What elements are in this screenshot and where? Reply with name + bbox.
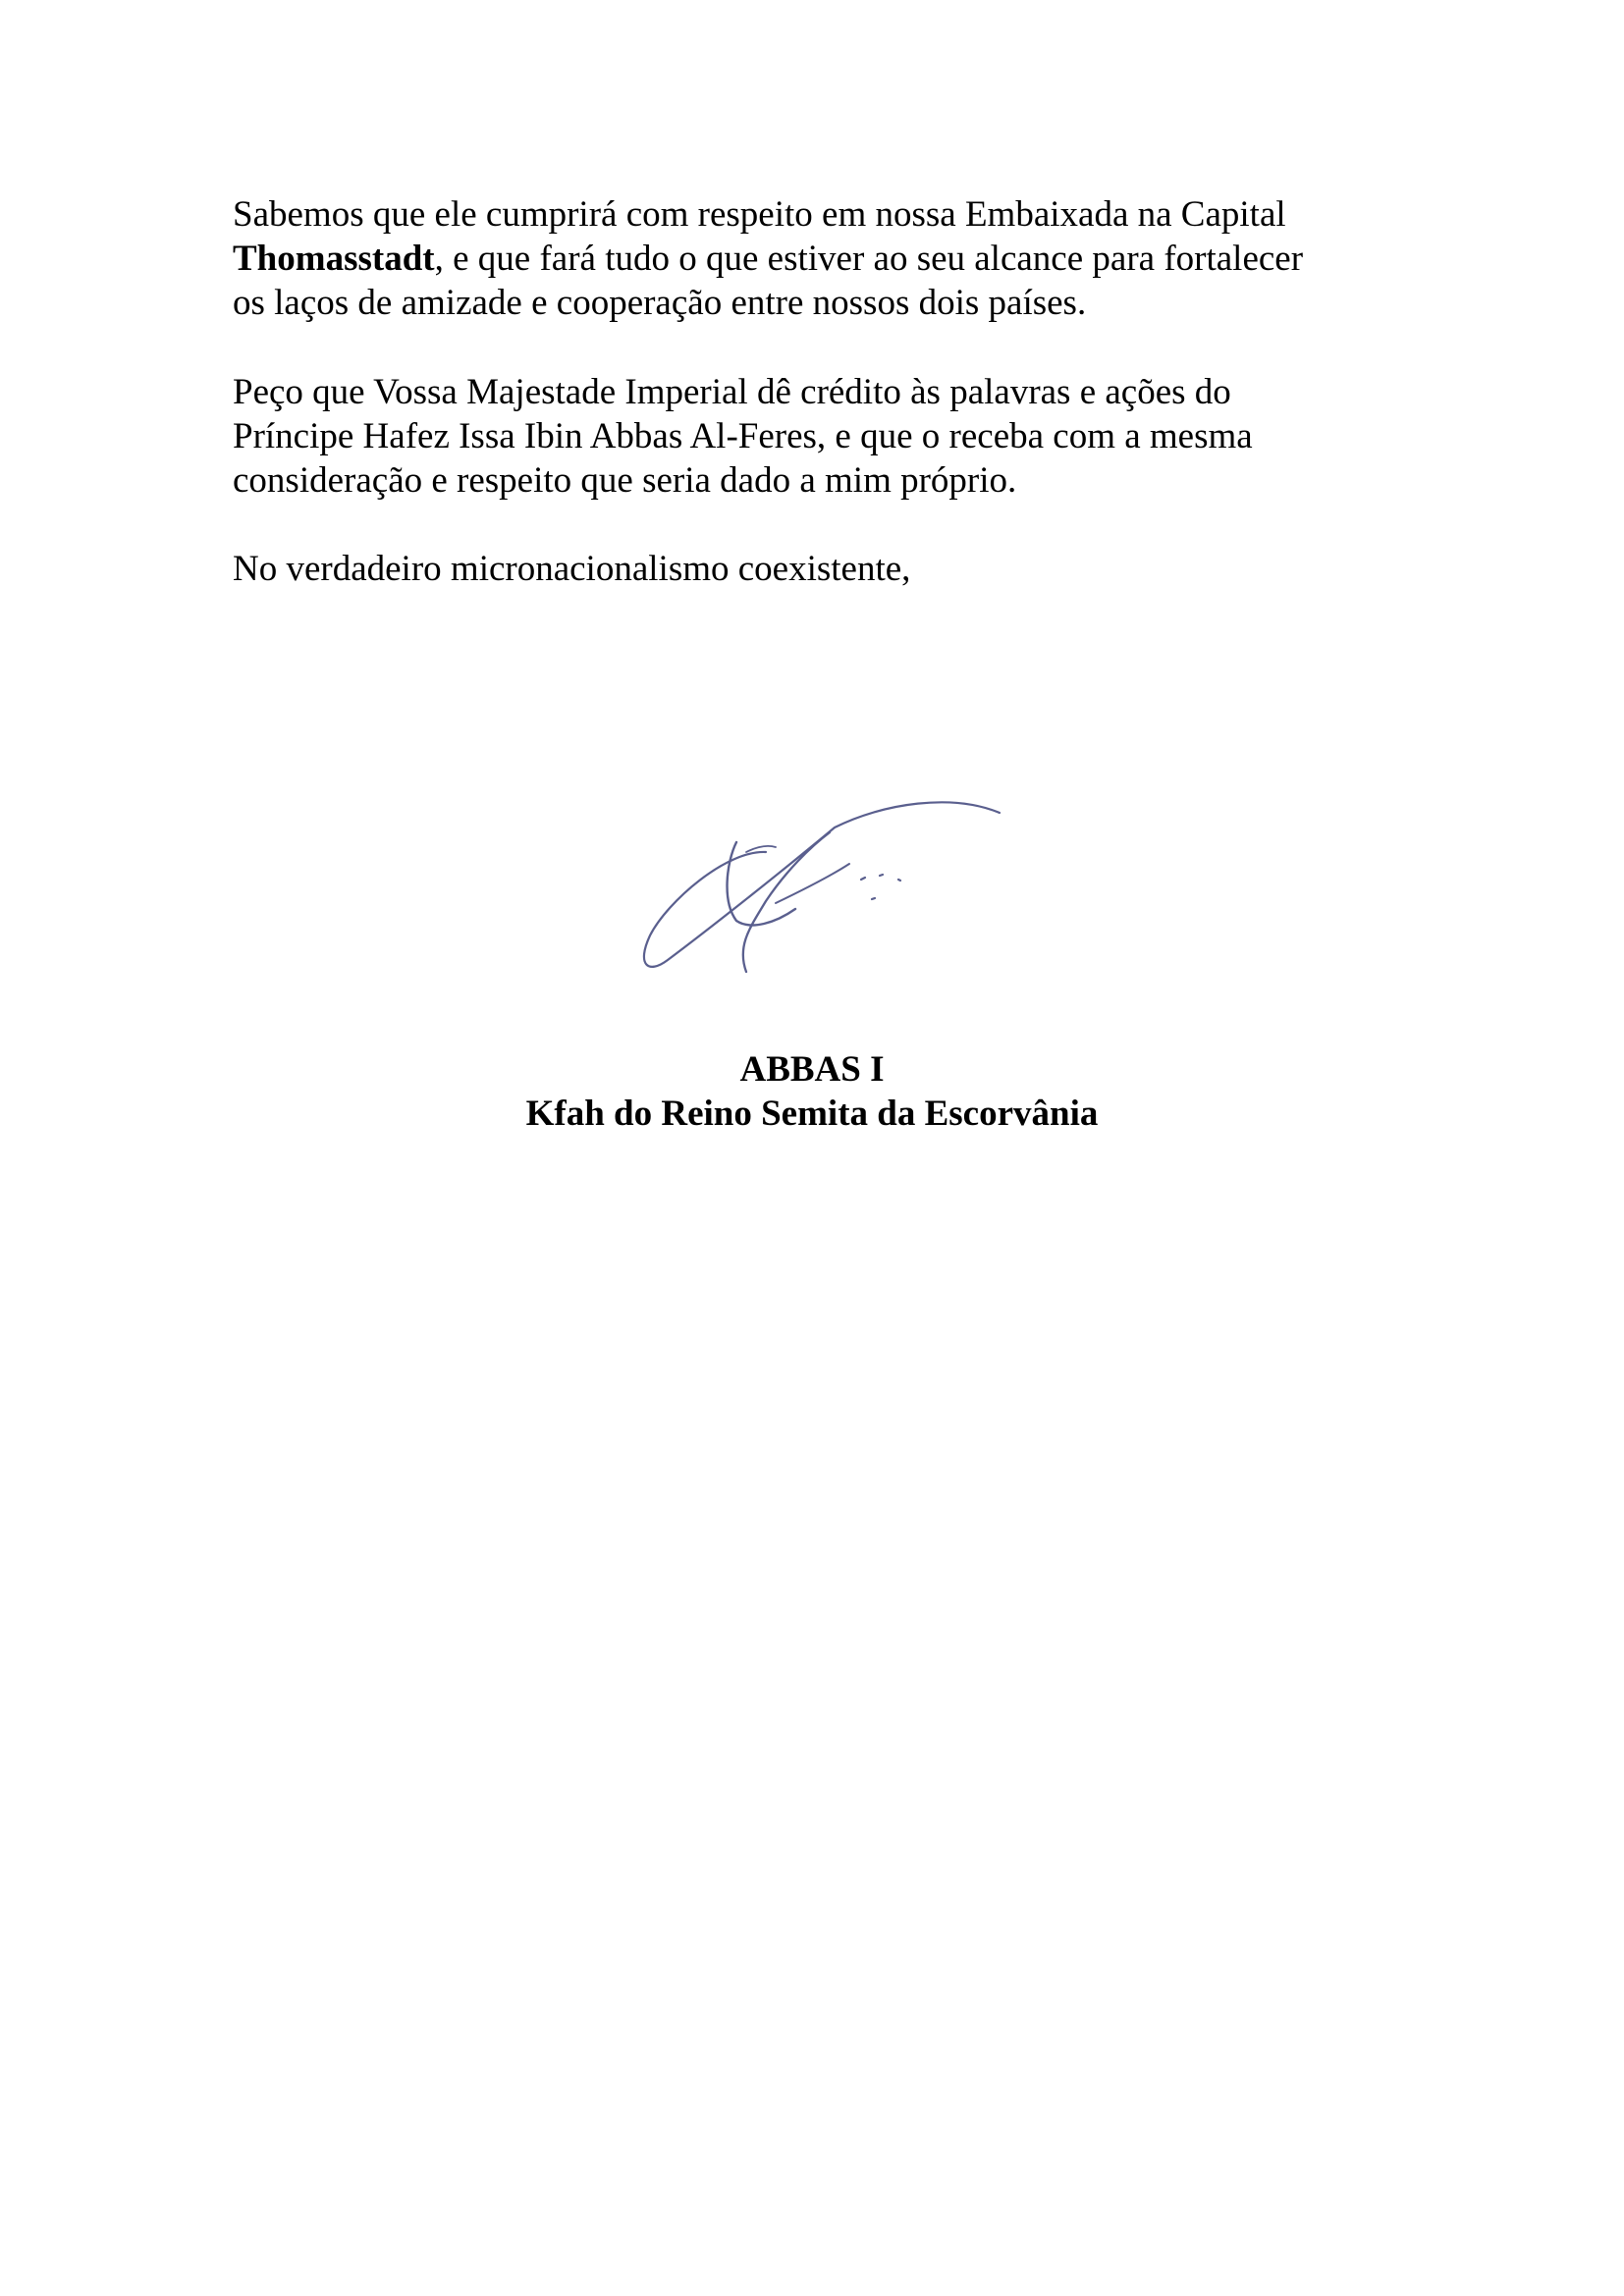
signatory-title: Kfah do Reino Semita da Escorvânia	[525, 1094, 1099, 1134]
paragraph1-line1: Sabemos que ele cumprirá com respeito em nossa Embaixada na Capital	[233, 194, 1286, 235]
signature-block	[0, 1047, 1624, 1136]
paragraph1-line2-rest: , e que fará tudo o que estiver ao seu alcance para fortalecer	[434, 239, 1304, 279]
paragraph1-line2	[233, 237, 1411, 281]
paragraph2-line2: Príncipe Hafez Issa Ibin Abbas Al-Feres, e que o receba com a mesma	[233, 416, 1253, 456]
signatory-name: ABBAS I	[739, 1049, 885, 1090]
paragraph-embassy	[233, 192, 1411, 325]
paragraph-request	[233, 370, 1411, 503]
paragraph2-line3: consideração e respeito que seria dado a mim próprio.	[233, 460, 1017, 501]
paragraph1-line3: os laços de amizade e cooperação entre nossos dois países.	[233, 283, 1087, 323]
paragraph2-line1: Peço que Vossa Majestade Imperial dê crédito às palavras e ações do	[233, 372, 1231, 412]
capital-name: Thomasstadt	[233, 239, 435, 279]
closing-salutation: No verdadeiro micronacionalismo coexistente,	[233, 549, 911, 589]
handwritten-signature	[628, 793, 1021, 994]
